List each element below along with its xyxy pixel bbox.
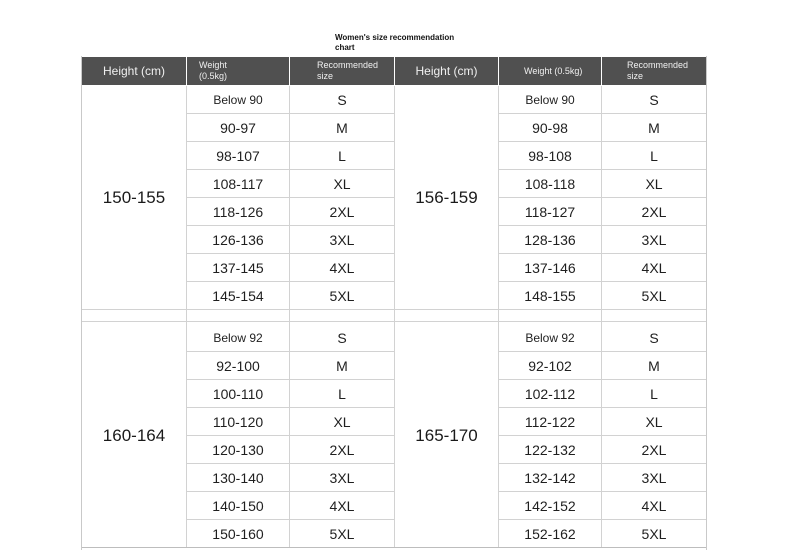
weight-range: Below 90 — [213, 93, 263, 107]
row-divider — [499, 281, 706, 282]
column-divider — [186, 310, 187, 324]
row-divider — [187, 407, 394, 408]
recommended-size: 5XL — [641, 288, 667, 304]
weight-range: 137-145 — [212, 260, 264, 276]
row-divider — [499, 379, 706, 380]
weight-range: 122-132 — [524, 442, 576, 458]
row-divider — [187, 225, 394, 226]
weight-range: 132-142 — [524, 470, 576, 486]
column-divider — [601, 324, 602, 548]
recommended-size: 4XL — [641, 498, 667, 514]
recommended-size: 5XL — [329, 288, 355, 304]
recommended-size: 3XL — [329, 470, 355, 486]
row-divider — [187, 491, 394, 492]
recommended-size: 2XL — [329, 442, 355, 458]
weight-range: 140-150 — [212, 498, 264, 514]
header-size-left: Recommended size — [290, 57, 394, 85]
recommended-size: 2XL — [641, 204, 667, 220]
weight-range: 142-152 — [524, 498, 576, 514]
row-divider — [499, 351, 706, 352]
row-divider — [499, 463, 706, 464]
height-range: 150-155 — [102, 188, 166, 207]
weight-range: 128-136 — [524, 232, 576, 248]
weight-range: 118-127 — [524, 204, 576, 220]
height-range: 160-164 — [102, 426, 166, 445]
row-divider — [499, 113, 706, 114]
recommended-size: S — [649, 92, 659, 108]
column-divider — [498, 86, 499, 310]
row-divider — [499, 225, 706, 226]
weight-range: 92-100 — [216, 358, 260, 374]
header-weight-right: Weight (0.5kg) — [499, 57, 601, 85]
height-range: 165-170 — [415, 426, 478, 445]
weight-range: 148-155 — [524, 288, 576, 304]
row-divider — [187, 351, 394, 352]
size-chart-table — [81, 56, 707, 550]
column-divider — [498, 310, 499, 324]
header-size-right: Recommended size — [602, 57, 706, 85]
weight-range: 118-126 — [212, 204, 264, 220]
column-divider — [394, 310, 395, 324]
row-divider — [187, 113, 394, 114]
weight-range: 112-122 — [524, 414, 576, 430]
recommended-size: S — [337, 330, 347, 346]
row-divider — [499, 491, 706, 492]
weight-range: 150-160 — [212, 526, 264, 542]
row-divider — [187, 463, 394, 464]
row-divider — [499, 519, 706, 520]
column-divider — [186, 86, 187, 310]
weight-range: 108-118 — [524, 176, 576, 192]
row-divider — [499, 197, 706, 198]
column-divider — [601, 86, 602, 310]
recommended-size: S — [649, 330, 659, 346]
weight-range: 98-107 — [216, 148, 260, 164]
weight-range: 92-102 — [528, 358, 572, 374]
recommended-size: 3XL — [641, 470, 667, 486]
weight-range: Below 92 — [525, 331, 575, 345]
recommended-size: XL — [645, 176, 663, 192]
header-weight-left: Weight (0.5kg) — [187, 57, 289, 85]
row-divider — [499, 141, 706, 142]
weight-range: 137-146 — [524, 260, 576, 276]
row-divider — [187, 379, 394, 380]
recommended-size: L — [650, 148, 658, 164]
row-divider — [499, 253, 706, 254]
recommended-size: 2XL — [329, 204, 355, 220]
weight-range: 130-140 — [212, 470, 264, 486]
recommended-size: XL — [333, 176, 351, 192]
header-height-left: Height (cm) — [82, 57, 186, 85]
weight-range: 126-136 — [212, 232, 264, 248]
weight-range: 102-112 — [524, 386, 576, 402]
recommended-size: 4XL — [329, 260, 355, 276]
recommended-size: 4XL — [329, 498, 355, 514]
column-divider — [601, 310, 602, 324]
recommended-size: 5XL — [641, 526, 667, 542]
recommended-size: M — [336, 120, 348, 136]
weight-range: 120-130 — [212, 442, 264, 458]
weight-range: 152-162 — [524, 526, 576, 542]
weight-range: 100-110 — [212, 386, 264, 402]
row-divider — [499, 169, 706, 170]
recommended-size: M — [648, 120, 660, 136]
recommended-size: L — [338, 386, 346, 402]
recommended-size: M — [336, 358, 348, 374]
weight-range: 145-154 — [212, 288, 264, 304]
weight-range: Below 92 — [213, 331, 263, 345]
row-divider — [187, 253, 394, 254]
column-divider — [289, 310, 290, 324]
weight-range: Below 90 — [525, 93, 575, 107]
row-divider — [187, 169, 394, 170]
row-divider — [499, 407, 706, 408]
recommended-size: 4XL — [641, 260, 667, 276]
column-divider — [289, 324, 290, 548]
weight-range: 98-108 — [528, 148, 572, 164]
recommended-size: S — [337, 92, 347, 108]
recommended-size: M — [648, 358, 660, 374]
row-divider — [187, 197, 394, 198]
recommended-size: 3XL — [641, 232, 667, 248]
weight-range: 110-120 — [212, 414, 264, 430]
column-divider — [498, 324, 499, 548]
column-divider — [394, 324, 395, 548]
recommended-size: L — [650, 386, 658, 402]
weight-range: 108-117 — [212, 176, 264, 192]
row-divider — [187, 519, 394, 520]
column-divider — [289, 86, 290, 310]
recommended-size: XL — [333, 414, 351, 430]
column-divider — [394, 86, 395, 310]
recommended-size: 2XL — [641, 442, 667, 458]
header-height-right: Height (cm) — [395, 57, 498, 85]
chart-title: Women's size recommendation chart — [335, 33, 455, 52]
weight-range: 90-97 — [220, 120, 256, 136]
recommended-size: XL — [645, 414, 663, 430]
row-divider — [499, 435, 706, 436]
table-bottom-border — [82, 547, 706, 548]
recommended-size: 5XL — [329, 526, 355, 542]
row-divider — [187, 435, 394, 436]
height-range: 156-159 — [415, 188, 478, 207]
recommended-size: L — [338, 148, 346, 164]
recommended-size: 3XL — [329, 232, 355, 248]
row-divider — [187, 281, 394, 282]
row-divider — [187, 141, 394, 142]
weight-range: 90-98 — [532, 120, 568, 136]
column-divider — [186, 324, 187, 548]
